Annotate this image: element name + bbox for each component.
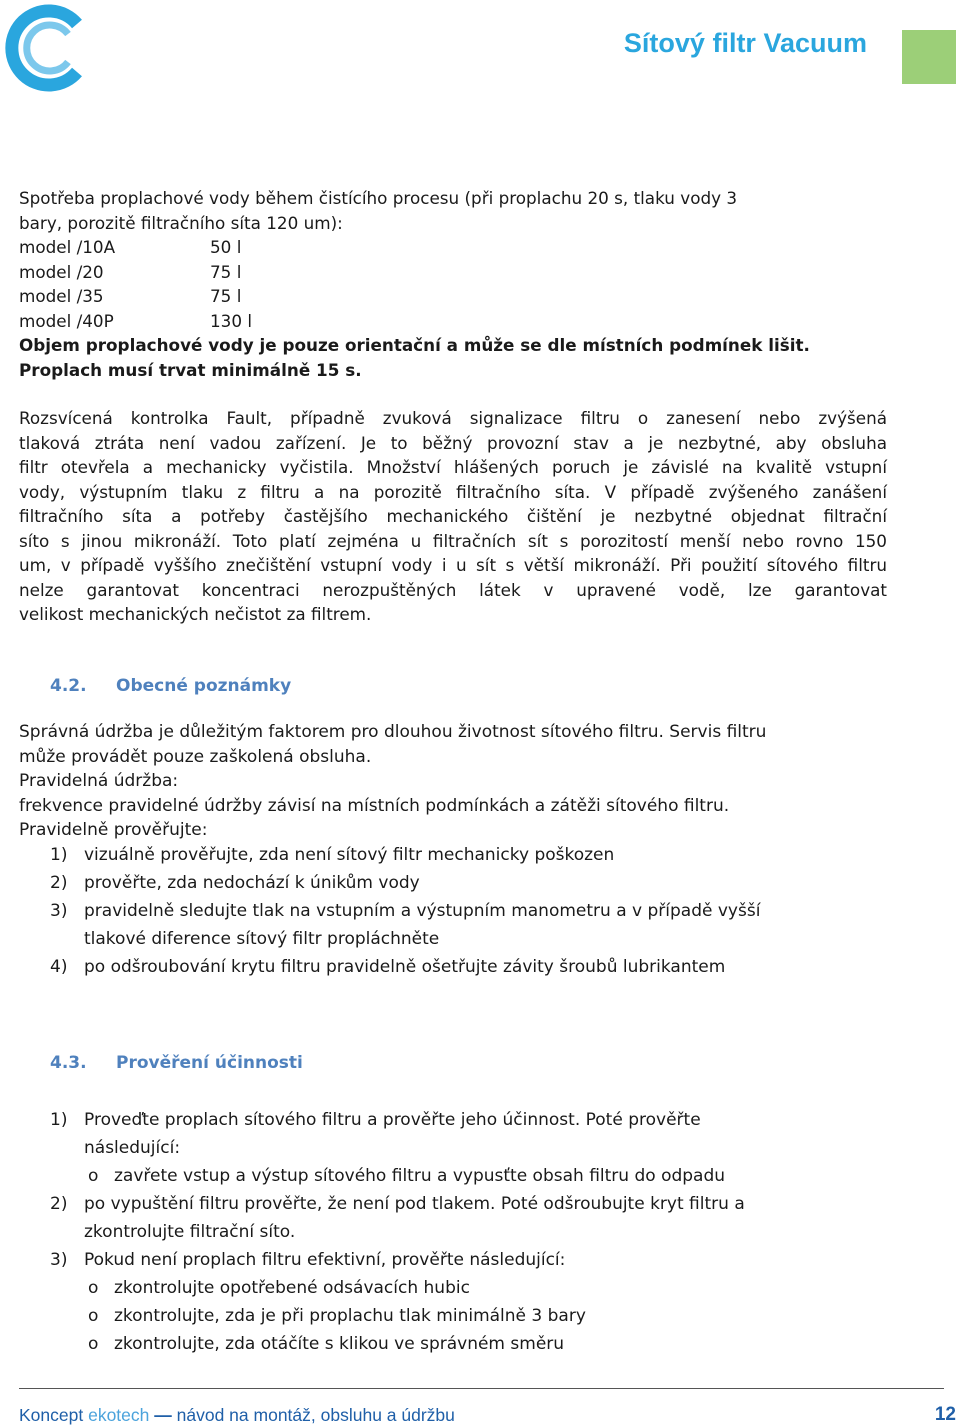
header-green-box [902, 30, 956, 84]
paragraph-line: může provádět pouze zaškolená obsluha. [19, 746, 372, 767]
fault-line: Rozsvícená kontrolka Fault, případně zvuková signalizace filtru o zanesení nebo zvýšená [19, 408, 887, 428]
section-title: Obecné poznámky [116, 676, 292, 696]
paragraph-line: Pravidelná údržba: [19, 771, 179, 791]
consumption-note-2: Proplach musí trvat minimálně 15 s. [19, 359, 362, 380]
bullet-icon: o [88, 1278, 99, 1298]
list-item [50, 869, 930, 897]
list-item [50, 1190, 930, 1246]
list-number: 4) [50, 957, 68, 977]
list-item-text: po vypuštění filtru prověřte, že není pod tlakem. Poté odšroubujte kryt filtru a zkontrolujte filtrační síto. [84, 1194, 745, 1242]
section-title: Prověření účinnosti [116, 1053, 303, 1073]
footer-subtitle: návod na montáž, obsluhu a údržbu [176, 1405, 455, 1425]
section-4-2-text [19, 720, 919, 843]
bullet-icon: o [88, 1306, 99, 1326]
list-item [50, 1106, 930, 1162]
paragraph-line: frekvence pravidelné údržby závisí na místních podmínkách a zátěži sítového filtru. [19, 795, 730, 816]
model-name: model /40P [19, 310, 114, 331]
consumption-note: Objem proplachové vody je pouze orientační a může se dle místních podmínek lišit. [19, 335, 810, 355]
model-name: model /35 [19, 286, 104, 306]
model-name: model /10A [19, 237, 116, 257]
list-item [50, 1246, 930, 1274]
model-volume: 130 l [210, 310, 253, 331]
list-item-text: pravidelně sledujte tlak na vstupním a výstupním manometru a v případě vyšší tlakové diference sítový filtr propláchněte [84, 901, 761, 949]
list-item-text: Proveďte proplach sítového filtru a prověřte jeho účinnost. Poté prověřte následující: [84, 1110, 701, 1158]
bullet-icon: o [88, 1166, 99, 1186]
sub-list-item: o zkontrolujte, zda otáčíte s klikou ve správném směru [50, 1330, 930, 1358]
fault-paragraph [19, 406, 887, 627]
footer-separator: — [154, 1405, 172, 1425]
model-row [19, 309, 887, 334]
list-item [50, 897, 930, 953]
model-row [19, 260, 887, 285]
model-row [19, 235, 887, 260]
maintenance-list [50, 841, 930, 981]
fault-line: filtr otevřela a mechanicky vyčistila. Množství hlášených poruch je závislé na kvalitě vstupní [19, 457, 887, 477]
consumption-intro-2: bary, porozitě filtračního síta 120 um): [19, 212, 343, 233]
consumption-intro: Spotřeba proplachové vody během čistícího procesu (při proplachu 20 s, tlaku vody 3 [19, 188, 738, 208]
list-item-text: prověřte, zda nedochází k únikům vody [84, 873, 420, 893]
fault-line: nelze garantovat koncentraci nerozpuštěných látek v upravené vodě, lze garantovat [19, 579, 887, 600]
model-volume: 50 l [210, 237, 242, 257]
sub-list-item: o zkontrolujte, zda je při proplachu tlak minimálně 3 bary [50, 1302, 930, 1330]
model-row [19, 284, 887, 309]
efficiency-list [50, 1106, 930, 1358]
list-number: 3) [50, 1250, 68, 1270]
list-item [50, 841, 930, 869]
page-number: 12 [934, 1404, 956, 1425]
consumption-block [19, 186, 887, 382]
company-logo [4, 4, 92, 92]
footer-divider [19, 1388, 944, 1389]
list-item-text: po odšroubování krytu filtru pravidelně ošetřujte závity šroubů lubrikantem [84, 957, 726, 977]
fault-line: filtračního síta a potřeby častějšího mechanického čištění je nezbytné objednat filtrační [19, 506, 887, 526]
model-volume: 75 l [210, 286, 242, 306]
model-name: model /20 [19, 261, 104, 282]
footer-text [19, 1405, 455, 1426]
footer-brand-2: ekotech [88, 1405, 150, 1425]
list-number: 1) [50, 845, 68, 865]
paragraph-line: Pravidelně prověřujte: [19, 820, 208, 840]
list-number: 2) [50, 1194, 68, 1214]
section-number: 4.2. [50, 676, 87, 696]
section-heading-4-2 [50, 676, 291, 696]
list-number: 3) [50, 901, 68, 921]
sub-list-item: o zavřete vstup a výstup sítového filtru a vypusťte obsah filtru do odpadu [50, 1162, 930, 1190]
fault-line: um, v případě vyššího znečištění vstupní vody i u sít s větší mikronáží. Při použití sítového filtru [19, 555, 887, 575]
footer-brand-1: Koncept [19, 1405, 84, 1425]
list-item-text: Pokud není proplach filtru efektivní, prověřte následující: [84, 1250, 566, 1270]
paragraph-line: Správná údržba je důležitým faktorem pro dlouhou životnost sítového filtru. Servis filtru [19, 722, 767, 742]
list-item [50, 953, 930, 981]
section-number: 4.3. [50, 1053, 87, 1073]
bullet-icon: o [88, 1334, 99, 1354]
fault-line: síto s jinou mikronáží. Toto platí zejména u filtračních sít s porozitostí menší nebo rovno 150 [19, 530, 887, 551]
fault-line: tlaková ztráta není vadou zařízení. Je to běžný provozní stav a je nezbytné, aby obsluha [19, 432, 887, 453]
model-volume: 75 l [210, 261, 242, 282]
document-title: Sítový filtr Vacuum [623, 28, 867, 58]
fault-line: velikost mechanických nečistot za filtrem. [19, 604, 372, 624]
sub-list-item: o zkontrolujte opotřebené odsávacích hubic [50, 1274, 930, 1302]
section-heading-4-3 [50, 1053, 303, 1073]
list-number: 2) [50, 873, 68, 893]
list-item-text: vizuálně prověřujte, zda není sítový filtr mechanicky poškozen [84, 845, 615, 865]
fault-line: vody, výstupním tlaku z filtru a na porozitě filtračního síta. V případě zvýšeného zanášení [19, 481, 887, 502]
list-number: 1) [50, 1110, 68, 1130]
